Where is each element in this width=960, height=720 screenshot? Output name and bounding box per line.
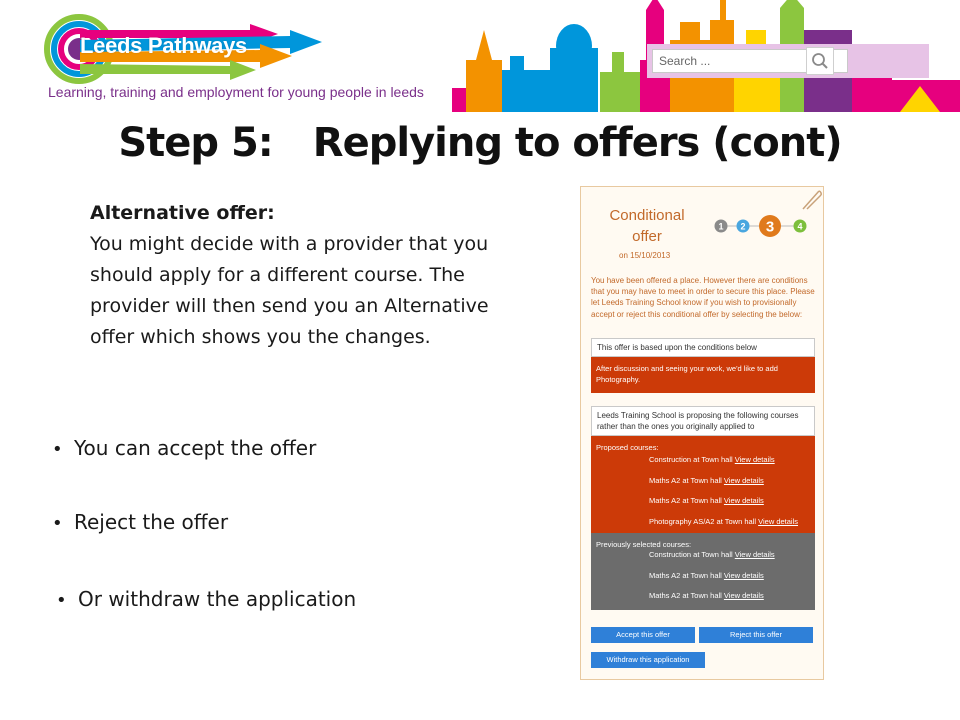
step-4-label: 4: [797, 221, 803, 232]
withdraw-application-button[interactable]: Withdraw this application: [591, 652, 705, 668]
course-row: [596, 570, 810, 591]
view-details-link[interactable]: View details: [723, 591, 764, 601]
proposal-header: Leeds Training School is proposing the following courses rather than the ones you originally applied to: [591, 406, 815, 436]
course-row: [596, 454, 810, 475]
tagline: Learning, training and employment for young people in leeds: [48, 84, 424, 100]
offer-title: Conditional offer: [609, 207, 685, 245]
bullet-text: You can accept the offer: [74, 436, 317, 460]
intro-heading: Alternative offer:: [90, 202, 275, 224]
view-details-link[interactable]: View details: [734, 455, 775, 464]
course-name: Maths A2 at Town hall: [649, 496, 722, 506]
previous-courses: [591, 533, 815, 610]
search-button[interactable]: [806, 47, 834, 75]
intro-paragraph: [90, 198, 530, 353]
step-3-label: 3: [765, 218, 775, 236]
progress-steps: [713, 211, 817, 241]
paperclip-icon: [799, 187, 824, 211]
course-name: Maths A2 at Town hall: [649, 591, 722, 601]
conditions-box: [591, 338, 815, 393]
bullet-dot-icon: •: [56, 590, 67, 611]
proposal-box: [591, 406, 815, 610]
title-step: Step 5:: [118, 120, 273, 166]
view-details-link[interactable]: View details: [723, 570, 764, 580]
bullet-text: Or withdraw the application: [78, 587, 357, 611]
title-text: Replying to offers (cont): [312, 120, 842, 166]
logo-text: Leeds Pathways: [80, 33, 247, 58]
course-row: [596, 495, 810, 516]
previous-label: Previously selected courses:: [596, 540, 692, 549]
view-details-link[interactable]: View details: [758, 516, 799, 526]
view-details-link[interactable]: View details: [723, 496, 764, 506]
course-row: [596, 475, 810, 496]
offer-panel: [580, 186, 824, 680]
offer-date: on 15/10/2013: [619, 251, 671, 260]
intro-body: You might decide with a provider that you should apply for a different course. The provider will then send you an Alternative offer which shows you the changes.: [90, 233, 489, 348]
accept-offer-button[interactable]: Accept this offer: [591, 627, 695, 643]
conditions-text: After discussion and seeing your work, we'd like to add Photography.: [591, 357, 815, 393]
course-name: Photography AS/A2 at Town hall: [649, 516, 757, 526]
bullet-dot-icon: •: [52, 513, 63, 534]
bullet-item: [52, 510, 228, 534]
view-details-link[interactable]: View details: [734, 550, 775, 559]
step-1-label: 1: [718, 221, 724, 232]
proposed-courses: [591, 436, 815, 533]
conditions-header: This offer is based upon the conditions below: [591, 338, 815, 357]
course-row: [596, 549, 810, 570]
step-2-label: 2: [740, 221, 746, 232]
search-icon: [811, 52, 829, 70]
course-name: Maths A2 at Town hall: [649, 570, 722, 580]
site-header: [0, 0, 960, 112]
course-name: Construction at Town hall: [649, 550, 733, 559]
view-details-link[interactable]: View details: [723, 475, 764, 485]
bullet-text: Reject the offer: [74, 510, 229, 534]
course-row: [596, 590, 810, 611]
course-name: Construction at Town hall: [649, 455, 733, 464]
bullet-item: [52, 436, 316, 460]
bullet-dot-icon: •: [52, 439, 63, 460]
reject-offer-button[interactable]: Reject this offer: [699, 627, 813, 643]
offer-description: You have been offered a place. However there are conditions that you may have to meet in order to secure this place. Please let Leeds Training School know if you wish to provisionally accept or reject this conditional offer by selecting the below:: [591, 276, 815, 319]
bullet-item: [56, 587, 356, 611]
slide-title: [0, 120, 960, 166]
proposed-label: Proposed courses:: [596, 443, 659, 452]
course-name: Maths A2 at Town hall: [649, 475, 722, 485]
